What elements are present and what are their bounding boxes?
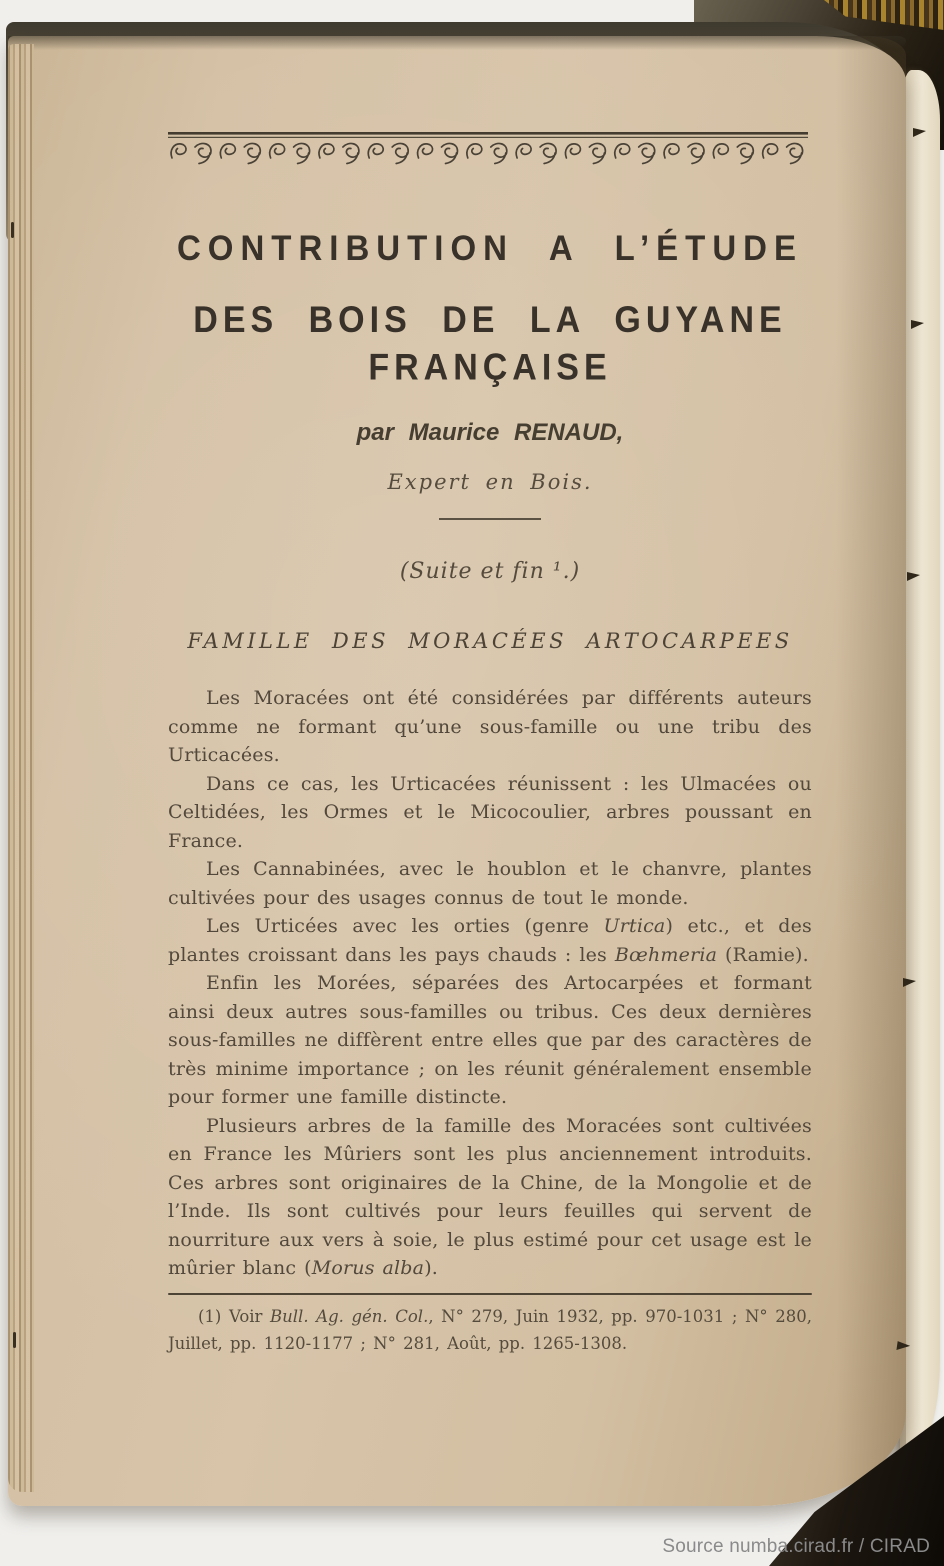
stitch-mark [13, 1332, 16, 1348]
ornament-border [168, 132, 808, 166]
byline: par Maurice RENAUD, [356, 419, 624, 446]
page-content [168, 36, 812, 1357]
stitch-mark [907, 572, 920, 581]
stitch-mark [11, 222, 14, 238]
stitch-mark [903, 978, 916, 987]
page-title-line1: CONTRIBUTION A L’ÉTUDE [176, 227, 804, 268]
divider-rule [439, 518, 541, 520]
body-paragraphs [168, 684, 812, 1283]
paragraph: Enfin les Morées, séparées des Artocarpées et formant ainsi deux autres sous-familles ou tribus. Ces deux dernières sous-familles ne diffèrent entre elles que par des caractères de très minime importance ; on les réunit généralement ensemble pour former une famille distincte. [168, 972, 812, 1108]
continuation-note: (Suite et fin ¹.) [399, 559, 581, 584]
adjacent-page-edge [900, 70, 940, 1460]
footnote: (1) Voir Bull. Ag. gén. Col., N° 279, Juin 1932, pp. 970-1031 ; N° 280, Juillet, pp. 1120-1177 ; N° 281, Août, pp. 1265-1308. [168, 1306, 812, 1353]
page-title-line2: DES BOIS DE LA GUYANE FRANÇAISE [193, 299, 787, 389]
paragraph: Les Moracées ont été considérées par différents auteurs comme ne formant qu’une sous-famille ou une tribu des Urticacées. [168, 687, 812, 766]
paragraph: Les Cannabinées, avec le houblon et le chanvre, plantes cultivées pour des usages connus de tout le monde. [168, 858, 812, 909]
paragraph: Plusieurs arbres de la famille des Moracées sont cultivées en France les Mûriers sont les plus anciennement introduits. Ces arbres sont originaires de la Chine, de la Mongolie et de l’Inde. Ils sont cultivés pour leurs feuilles qui servent de nourriture aux vers à soie, le plus estimé pour cet usage est le mûrier blanc (Morus alba). [168, 1114, 812, 1279]
book-page [8, 36, 906, 1506]
stitch-mark [911, 320, 924, 329]
section-heading: FAMILLE DES MORACÉES ARTOCARPEES [187, 629, 793, 653]
paragraph: Dans ce cas, les Urticacées réunissent : les Ulmacées ou Celtidées, les Ormes et le Micocoulier, arbres poussant en France. [168, 772, 812, 852]
footnote-rule [168, 1293, 812, 1295]
paragraph: Les Urticées avec les orties (genre Urtica) etc., et des plantes croissant dans les pays chauds : les Bœhmeria (Ramie). [168, 915, 812, 966]
page-left-edges [8, 44, 34, 1492]
author-role: Expert en Bois. [387, 470, 593, 494]
source-watermark: Source numba.cirad.fr / CIRAD [662, 1536, 930, 1557]
stitch-mark [913, 128, 926, 137]
stitch-mark [896, 1341, 910, 1352]
